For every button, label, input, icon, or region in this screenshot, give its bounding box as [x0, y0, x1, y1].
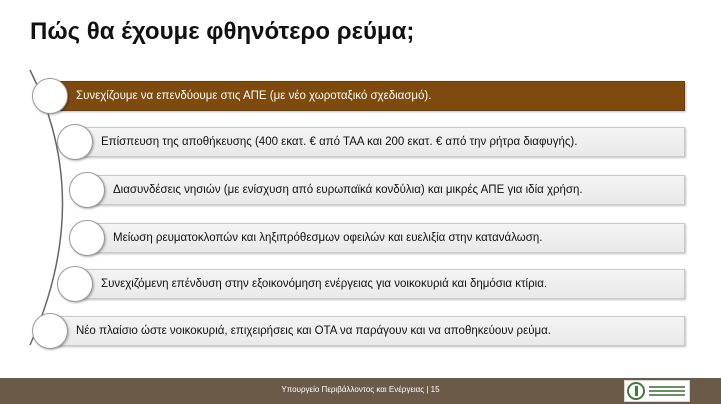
list-item [55, 316, 685, 346]
slide-footer [0, 378, 721, 404]
list-item [92, 223, 685, 253]
ministry-logo-icon [624, 380, 690, 402]
list-item-text: Συνεχιζόμενη επένδυση στην εξοικονόμηση ενέργειας για νοικοκυριά και δημόσια κτίρια. [101, 278, 548, 290]
list-item [92, 175, 685, 205]
timeline-bullet-icon [57, 124, 93, 160]
timeline-bullet-icon [32, 313, 68, 349]
timeline-bullet-icon [69, 220, 105, 256]
list-item-text: Διασυνδέσεις νησιών (με ενίσχυση από ευρωπαϊκά κονδύλια) και μικρές ΑΠΕ για ιδία χρήση. [113, 184, 583, 196]
slide-title: Πώς θα έχουμε φθηνότερο ρεύμα; [30, 18, 415, 45]
list-item-text: Επίσπευση της αποθήκευσης (400 εκατ. € από ΤΑΑ και 200 εκατ. € από την ρήτρα διαφυγής). [101, 136, 578, 148]
list-item-text: Νέο πλαίσιο ώστε νοικοκυριά, επιχειρήσεις και ΟΤΑ να παράγουν και να αποθηκεύουν ρεύμα. [76, 325, 551, 337]
timeline-bullet-icon [32, 78, 68, 114]
timeline-bullet-icon [69, 172, 105, 208]
list-item-text: Συνεχίζουμε να επενδύουμε στις ΑΠΕ (με νέο χωροταξικό σχεδιασμό). [76, 90, 432, 102]
timeline-bullet-icon [57, 266, 93, 302]
list-item [80, 127, 685, 157]
footer-text: Υπουργείο Περιβάλλοντος και Ενέργειας | 15 [281, 385, 440, 394]
list-item-text: Μείωση ρευματοκλοπών και ληξιπρόθεσμων οφειλών και ευελιξία στην κατανάλωση. [113, 232, 543, 244]
list-item [55, 81, 685, 111]
list-item [80, 269, 685, 299]
